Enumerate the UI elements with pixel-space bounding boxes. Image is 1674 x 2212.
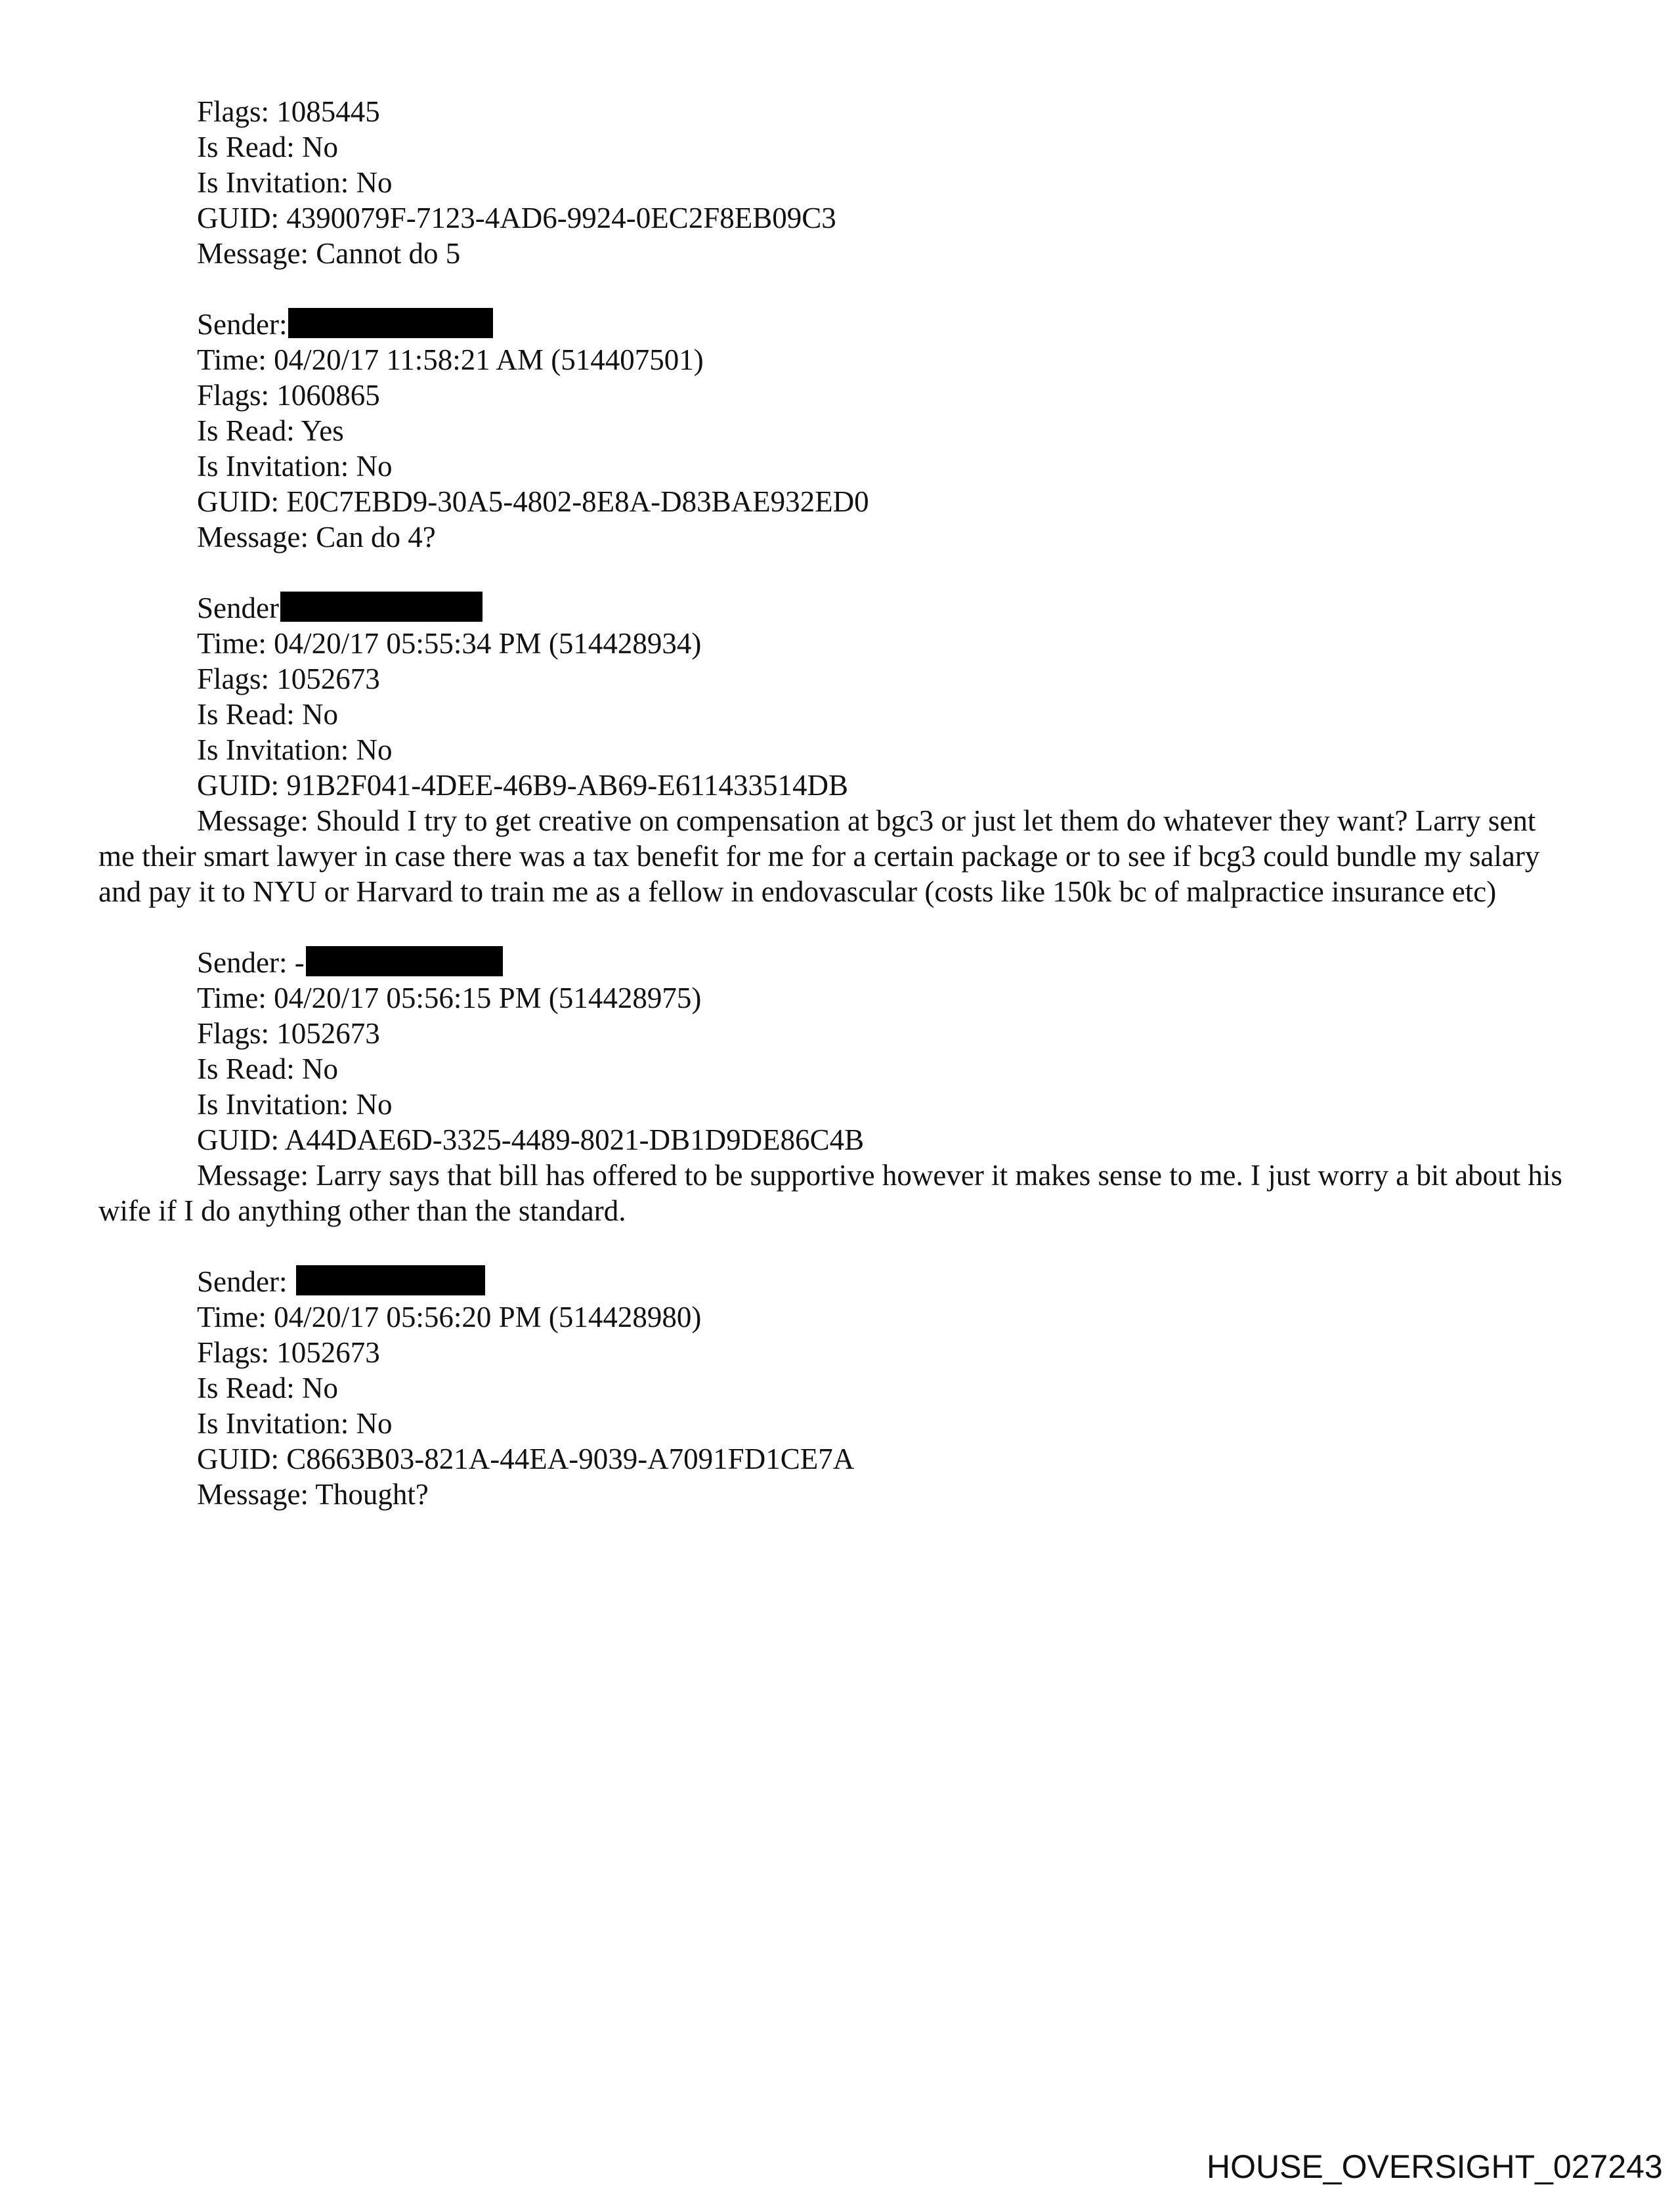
message-line: Message: Should I try to get creative on compensation at bgc3 or just let them do whatever they want? Larry sent me their smart lawyer in case there was a tax benefit for me for a certain package or to see if bcg3 could bundle my salary and pay it to NYU or Harvard to train me as a fellow in endovascular (costs like 150k bc of malpractice insurance etc) xyxy=(98,804,1540,908)
is-invitation-line: Is Invitation: No xyxy=(197,733,393,766)
message-record xyxy=(98,945,1576,1228)
time-line: Time: 04/20/17 05:55:34 PM (514428934) xyxy=(197,627,702,660)
sender-label: Sender: xyxy=(197,1265,288,1298)
redaction-box xyxy=(280,592,483,622)
message-log xyxy=(98,94,1576,1548)
redaction-box xyxy=(306,946,503,976)
is-invitation-line: Is Invitation: No xyxy=(197,450,393,483)
message-line: Message: Cannot do 5 xyxy=(197,237,461,270)
flags-line: Flags: 1052673 xyxy=(197,1017,380,1050)
guid-line: GUID: A44DAE6D-3325-4489-8021-DB1D9DE86C4B xyxy=(197,1123,865,1156)
is-invitation-line: Is Invitation: No xyxy=(197,1088,393,1121)
is-invitation-line: Is Invitation: No xyxy=(197,166,393,199)
sender-line xyxy=(98,307,1576,342)
is-read-line: Is Read: No xyxy=(197,131,338,163)
is-read-line: Is Read: No xyxy=(197,1052,338,1085)
guid-line: GUID: E0C7EBD9-30A5-4802-8E8A-D83BAE932ED0 xyxy=(197,485,869,518)
message-record xyxy=(98,1264,1576,1512)
message-line: Message: Thought? xyxy=(197,1478,429,1511)
message-line: Message: Larry says that bill has offered to be supportive however it makes sense to me. I just worry a bit about his wife if I do anything other than the standard. xyxy=(98,1159,1562,1227)
sender-dash: - xyxy=(294,946,305,979)
is-invitation-line: Is Invitation: No xyxy=(197,1407,393,1440)
message-record xyxy=(98,94,1576,271)
guid-line: GUID: C8663B03-821A-44EA-9039-A7091FD1CE7A xyxy=(197,1442,855,1475)
time-line: Time: 04/20/17 05:56:20 PM (514428980) xyxy=(197,1301,702,1334)
flags-line: Flags: 1060865 xyxy=(197,379,380,412)
sender-line xyxy=(98,590,1576,626)
time-line: Time: 04/20/17 11:58:21 AM (514407501) xyxy=(197,343,704,376)
sender-label: Sender xyxy=(197,592,279,624)
is-read-line: Is Read: Yes xyxy=(197,414,344,447)
is-read-line: Is Read: No xyxy=(197,1372,338,1404)
flags-line: Flags: 1052673 xyxy=(197,662,380,695)
message-record xyxy=(98,590,1576,909)
sender-line xyxy=(98,1264,1576,1299)
bates-number: HOUSE_OVERSIGHT_027243 xyxy=(1207,2148,1663,2185)
sender-line xyxy=(98,945,1576,980)
time-line: Time: 04/20/17 05:56:15 PM (514428975) xyxy=(197,982,702,1014)
message-line: Message: Can do 4? xyxy=(197,521,436,553)
flags-line: Flags: 1085445 xyxy=(197,95,380,128)
message-record xyxy=(98,307,1576,555)
sender-label: Sender: xyxy=(197,946,288,979)
redaction-box xyxy=(288,308,493,338)
redaction-box xyxy=(296,1265,485,1295)
is-read-line: Is Read: No xyxy=(197,698,338,731)
guid-line: GUID: 4390079F-7123-4AD6-9924-0EC2F8EB09C3 xyxy=(197,202,836,234)
guid-line: GUID: 91B2F041-4DEE-46B9-AB69-E611433514DB xyxy=(197,769,849,802)
flags-line: Flags: 1052673 xyxy=(197,1336,380,1369)
sender-label: Sender: xyxy=(197,308,288,341)
